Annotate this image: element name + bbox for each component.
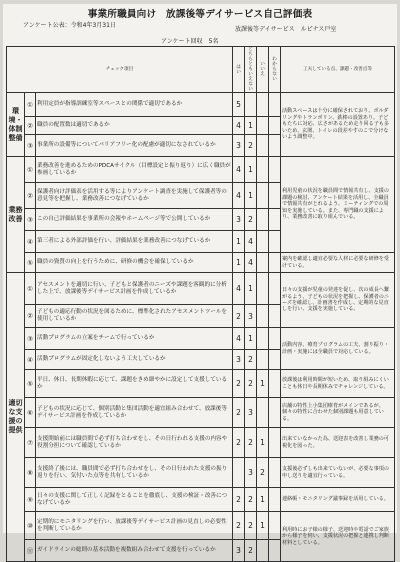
check-item: 職員の配置数は適切であるか — [36, 117, 233, 135]
unsure-count: 2 — [245, 488, 257, 512]
row-number: ⑧ — [25, 458, 36, 488]
yes-count: 5 — [233, 93, 245, 117]
publish-date: アンケート公表：令和4年3月31日 — [23, 22, 116, 29]
unsure-count: 3 — [245, 305, 257, 328]
no-count — [257, 117, 269, 135]
unsure-count: 4 — [245, 231, 257, 253]
unsure-count: 1 — [245, 273, 257, 305]
unknown-count — [269, 157, 281, 183]
unknown-count — [269, 135, 281, 157]
check-item: 定期的にモニタリングを行い、放課後等デイサービス計画の見直しの必要性を判断しているか — [36, 512, 233, 540]
unknown-count — [269, 305, 281, 328]
yes-count: 3 — [233, 350, 245, 370]
check-item: 活動プログラムの立案をチームで行っているか — [36, 328, 233, 350]
notes-cell: 利用児童の状況を職員間で情報共有し、支援の課題の検討、アンケート結果を活用し、全職員で情報共有がとれるよう、ミーティングでの周知を実施している。また、専門職の支援により、業務改善に取り組んでいる。 — [281, 157, 395, 253]
no-count — [257, 209, 269, 231]
unsure-count: 2 — [245, 350, 257, 370]
yes-count: 2 — [233, 512, 245, 540]
unknown-count — [269, 328, 281, 350]
check-item: 支援終了後には、職員間で必ず打ち合わせをし、その日行われた支援の振り返りを行い、気付いた点等を共有しているか — [36, 458, 233, 488]
table-row — [7, 458, 395, 488]
row-number: ⑤ — [25, 370, 36, 398]
unsure-header: どちらともいえない — [245, 47, 257, 93]
check-item: 支援開始前には職員間で必ず打ち合わせをし、その日行われる支援の内容や役割分担について確認しているか — [36, 428, 233, 458]
page-title: 事業所職員向け 放課後等デイサービス自己評価表 — [87, 9, 313, 20]
notes-cell: 活動内容、療育プログラムの工夫、割り振り・計画・実施には全職員で対応している。 — [281, 328, 395, 370]
yes-count: 1 — [233, 231, 245, 253]
row-number: ③ — [25, 209, 36, 231]
row-number: ② — [25, 183, 36, 209]
evaluation-table — [6, 46, 395, 562]
unsure-count: 1 — [245, 157, 257, 183]
notes-cell: 放課後は利用時間が短いため、取り組みにくいことも休日や長期休みでチャレンジしている。 — [281, 370, 395, 398]
no-count: 1 — [257, 488, 269, 512]
unknown-count — [269, 512, 281, 540]
no-count — [257, 183, 269, 209]
check-item: 保護者向け評価表を活用する等によりアンケート調査を実施して保護者等の意見等を把握し、業務改善につなげているか — [36, 183, 233, 209]
notes-cell: 店舗の特性上小集団療育がメインであるが、個々の特性に合わせた個別課題も用意している。 — [281, 398, 395, 428]
unknown-count — [269, 253, 281, 273]
yes-count: 4 — [233, 183, 245, 209]
no-count — [257, 231, 269, 253]
yes-count: 2 — [233, 428, 245, 458]
row-number: ⑦ — [25, 428, 36, 458]
yes-count: 1 — [233, 253, 245, 273]
check-items-header: チェック項目 — [7, 47, 233, 93]
unsure-count: 4 — [245, 253, 257, 273]
check-item: 子どもの適応行動の状況を図るために、標準化されたアセスメントツールを使用しているか — [36, 305, 233, 328]
category-environment: 環境・体制整備 — [7, 93, 25, 157]
yes-count: 3 — [233, 135, 245, 157]
yes-count: 2 — [233, 370, 245, 398]
table-row — [7, 512, 395, 540]
yes-count: 4 — [233, 273, 245, 305]
unsure-count: 3 — [245, 458, 257, 488]
unsure-count: 1 — [245, 183, 257, 209]
yes-count: 3 — [233, 540, 245, 562]
unsure-count: 2 — [245, 428, 257, 458]
notes-cell: 連絡帳・モニタリング議事録を活用している。 — [281, 488, 395, 512]
unknown-count — [269, 93, 281, 117]
row-number: ③ — [25, 135, 36, 157]
unknown-count — [269, 209, 281, 231]
unknown-count — [269, 231, 281, 253]
unknown-count — [269, 370, 281, 398]
unsure-count: 1 — [245, 328, 257, 350]
no-count — [257, 157, 269, 183]
yes-count — [233, 458, 245, 488]
check-item: この自己評価結果を事業所の会報やホームページ等で公開しているか — [36, 209, 233, 231]
category-operations: 業務改善 — [7, 157, 25, 273]
notes-cell: 支援後必ずしも出来ていないが、必要な事項の申し送りを適宜行っている。 — [281, 458, 395, 488]
unsure-count: 2 — [245, 135, 257, 157]
notes-cell: 利用時にお子様の様子、送迎時や電話でご家族から様子を伺い、支援状況の把握と連携し判断材料としている。 — [281, 512, 395, 562]
unsure-count: 3 — [245, 398, 257, 428]
yes-count: 2 — [233, 305, 245, 328]
no-count: 1 — [257, 512, 269, 540]
table-row — [7, 93, 395, 117]
notes-cell: 活動スペースは十分に確保されており、ボルダリングやトランポリン、鉄棒の設置あり。子どもたちに対応、広さがあるため走り回る子も多いため、玄関、トイレの段差やすのこで分けないよう調整中。 — [281, 93, 395, 157]
check-item: 子どもの状況に応じて、個別活動と集団活動を適宜組み合わせて、放課後等デイサービス計画を作成しているか — [36, 398, 233, 428]
unsure-count: 2 — [245, 512, 257, 540]
row-number: ④ — [25, 350, 36, 370]
unknown-count — [269, 398, 281, 428]
facility-name: 放課後等デイサービス ルピナス戸室 — [235, 26, 337, 33]
table-row — [7, 157, 395, 183]
row-number: ① — [25, 157, 36, 183]
unknown-count — [269, 488, 281, 512]
unknown-count — [269, 273, 281, 305]
row-number: ⑨ — [25, 488, 36, 512]
table-row — [7, 328, 395, 350]
row-number: ① — [25, 93, 36, 117]
unsure-count: 2 — [245, 209, 257, 231]
table-row — [7, 488, 395, 512]
unsure-count: 2 — [245, 370, 257, 398]
no-count: 1 — [257, 370, 269, 398]
unknown-count — [269, 458, 281, 488]
category-support: 適切な支援の提供 — [7, 273, 25, 562]
check-item: 利用定員が指導訓練室等スペースとの関係で適切であるか — [36, 93, 233, 117]
row-number: ④ — [25, 231, 36, 253]
no-count — [257, 350, 269, 370]
no-count — [257, 305, 269, 328]
check-item: 業務改善を進めるためのPDCAサイクル（目標設定と振り返り）に広く職員が参画しているか — [36, 157, 233, 183]
notes-cell: 出来ていなかった為、送迎表を改善し業務の可視化を図った。 — [281, 428, 395, 458]
yes-count: 4 — [233, 328, 245, 350]
unsure-count: 2 — [245, 540, 257, 562]
no-count — [257, 253, 269, 273]
check-item: 第三者による外部評価を行い、評価結果を業務改善につなげているか — [36, 231, 233, 253]
table-row — [7, 398, 395, 428]
notes-header: 工夫している点、課題・改善点等 — [281, 47, 395, 93]
unknown-count — [269, 183, 281, 209]
unsure-count: 1 — [245, 117, 257, 135]
yes-count: 4 — [233, 117, 245, 135]
table-row — [7, 370, 395, 398]
no-count — [257, 273, 269, 305]
unknown-header: わからない — [269, 47, 281, 93]
table-row — [7, 273, 395, 305]
check-item: 事業所の設備等についてバリアフリー化の配慮が適切になされているか — [36, 135, 233, 157]
evaluation-sheet — [3, 4, 397, 555]
notes-cell: 案内を確認し適宜必要な人材に必要な研修を受けている。 — [281, 253, 395, 273]
unsure-count — [245, 93, 257, 117]
no-count — [257, 398, 269, 428]
check-item: 平日、休日、長期休暇に応じて、課題をきめ細やかに設定して支援しているか — [36, 370, 233, 398]
no-count — [257, 93, 269, 117]
table-row — [7, 428, 395, 458]
unknown-count — [269, 428, 281, 458]
yes-count: 4 — [233, 157, 245, 183]
no-count — [257, 540, 269, 562]
table-header-row — [7, 47, 395, 93]
row-number: ③ — [25, 328, 36, 350]
unknown-count — [269, 350, 281, 370]
check-item: アセスメントを適切に行い、子どもと保護者のニーズや課題を客観的に分析した上で、放課後等デイサービス計画を作成しているか — [36, 273, 233, 305]
yes-header: はい — [233, 47, 245, 93]
row-number: ① — [25, 273, 36, 305]
row-number: ② — [25, 305, 36, 328]
check-item: ガイドラインの総則の基本活動を複数組み合わせて支援を行っているか — [36, 540, 233, 562]
no-header: いいえ — [257, 47, 269, 93]
yes-count: 2 — [233, 488, 245, 512]
yes-count: 3 — [233, 209, 245, 231]
row-number: ⑪ — [25, 540, 36, 562]
no-count: 2 — [257, 458, 269, 488]
row-number: ⑤ — [25, 253, 36, 273]
no-count — [257, 328, 269, 350]
respondent-count: アンケート回収 5名 — [161, 38, 219, 45]
check-item: 活動プログラムが固定化しないよう工夫しているか — [36, 350, 233, 370]
no-count: 1 — [257, 428, 269, 458]
unknown-count — [269, 540, 281, 562]
check-item: 日々の支援に関して正しく記録をとることを徹底し、支援の検証・改善につなげているか — [36, 488, 233, 512]
check-item: 職員の資質の向上を行うために、研修の機会を確保しているか — [36, 253, 233, 273]
row-number: ⑩ — [25, 512, 36, 540]
yes-count: 2 — [233, 398, 245, 428]
table-row — [7, 253, 395, 273]
notes-cell: 日々の支援が児童の発達を促し、次の成長へ繋がるよう、子どもの状況を把握し、保護者のニーズを確認し、計画書を作成し、定期的な見直しを行い、支援を実施している。 — [281, 273, 395, 328]
unknown-count — [269, 117, 281, 135]
row-number: ② — [25, 117, 36, 135]
no-count — [257, 135, 269, 157]
row-number: ⑥ — [25, 398, 36, 428]
